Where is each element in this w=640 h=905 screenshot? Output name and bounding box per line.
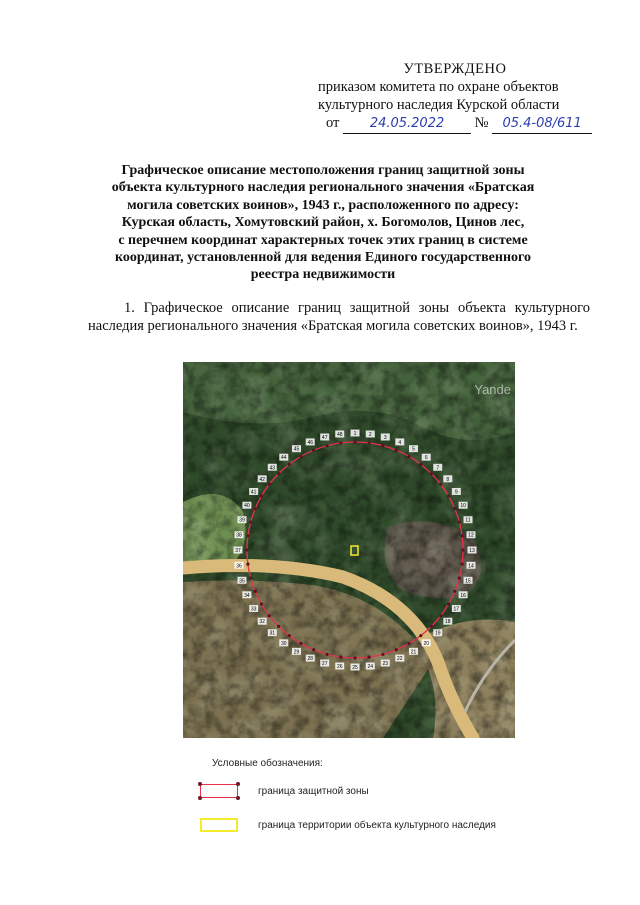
point-label: 45 [293, 446, 300, 453]
point-label: 38 [236, 532, 242, 539]
point-label: 42 [259, 476, 265, 483]
legend-title: Условные обозначения: [212, 758, 323, 769]
boundary-point [430, 625, 433, 628]
boundary-point [407, 455, 410, 458]
boundary-point [458, 576, 461, 579]
boundary-point [439, 614, 442, 617]
boundary-point [299, 642, 302, 645]
point-label: 35 [239, 578, 245, 585]
boundary-point [325, 444, 328, 447]
boundary-point [277, 472, 280, 475]
point-label: 34 [244, 592, 250, 599]
boundary-point [268, 483, 271, 486]
point-label: 32 [259, 619, 265, 626]
boundary-point [419, 634, 422, 637]
boundary-point [453, 590, 456, 593]
point-label: 8 [446, 476, 450, 483]
boundary-point [453, 507, 456, 510]
point-label: 7 [436, 465, 440, 472]
point-label: 48 [336, 432, 343, 439]
boundary-point [419, 463, 422, 466]
boundary-point [325, 653, 328, 656]
boundary-point [339, 441, 342, 444]
point-label: 5 [412, 446, 415, 453]
boundary-point [312, 648, 315, 651]
document-title [92, 162, 554, 284]
point-label: 9 [454, 489, 458, 496]
boundary-point [246, 534, 249, 537]
legend-swatch-protection-zone [200, 784, 238, 798]
point-label: 11 [465, 517, 471, 524]
point-label: 23 [382, 661, 389, 668]
paragraph-text: 1. Графическое описание границ защитной зоны объекта культурного наследия регионального значения «Братская могила советских воинов», 1943 г. [88, 300, 590, 334]
boundary-point [367, 441, 370, 444]
point-label: 37 [235, 548, 241, 554]
title-line: могила советских воинов», 1943 г., расположенного по адресу: [127, 197, 519, 213]
number-label: № [474, 115, 489, 131]
title-line: объекта культурного наследия регионального значения «Братская [111, 180, 535, 196]
point-label: 27 [321, 661, 328, 668]
legend-swatch-heritage-territory [200, 818, 238, 832]
title-line: координат, установленной для ведения Единого государственного [114, 250, 532, 266]
boundary-point [447, 494, 450, 497]
boundary-point [260, 602, 263, 605]
boundary-point [407, 642, 410, 645]
boundary-point [288, 634, 291, 637]
boundary-point [249, 576, 252, 579]
boundary-point [299, 455, 302, 458]
point-label: 20 [423, 640, 430, 647]
legend-label-protection-zone: граница защитной зоны [258, 786, 369, 797]
point-label: 17 [453, 606, 460, 613]
point-label: 1 [353, 431, 357, 437]
boundary-point [245, 548, 248, 551]
title-line: с перечнем координат характерных точек этих границ в системе [118, 232, 528, 248]
boundary-point [277, 625, 280, 628]
point-label: 13 [469, 548, 475, 554]
boundary-point [381, 653, 384, 656]
point-label: 31 [269, 630, 276, 637]
boundary-point [458, 520, 461, 523]
point-label: 40 [244, 503, 250, 510]
point-label: 41 [250, 489, 257, 496]
boundary-point [439, 483, 442, 486]
map-canvas [183, 362, 515, 738]
boundary-point [353, 656, 356, 659]
boundary-point [260, 494, 263, 497]
boundary-point [353, 440, 356, 443]
point-label: 24 [367, 663, 374, 670]
boundary-point [254, 507, 257, 510]
point-label: 16 [460, 592, 466, 599]
point-label: 4 [398, 439, 402, 446]
handwritten-date: 24.05.2022 [343, 115, 471, 134]
point-label: 30 [280, 640, 287, 647]
point-label: 25 [352, 665, 358, 671]
point-label: 33 [250, 606, 257, 613]
point-label: 43 [269, 465, 276, 472]
boundary-point [246, 562, 249, 565]
satellite-map [183, 362, 515, 738]
boundary-point [430, 472, 433, 475]
boundary-point [460, 562, 463, 565]
point-label: 19 [434, 630, 441, 637]
texture-dark [183, 362, 515, 738]
title-line: Графическое описание местоположения границ защитной зоны [121, 163, 525, 178]
boundary-point [367, 655, 370, 658]
point-label: 21 [410, 649, 417, 656]
point-label: 15 [465, 578, 471, 585]
boundary-point [339, 655, 342, 658]
boundary-point [268, 614, 271, 617]
boundary-point [381, 444, 384, 447]
point-label: 36 [236, 563, 242, 570]
point-label: 14 [468, 563, 474, 570]
point-label: 10 [460, 503, 466, 510]
approval-heading: УТВЕРЖДЕНО [403, 61, 507, 77]
legend-label-heritage-territory: граница территории объекта культурного наследия [258, 820, 496, 831]
approval-signature-row [300, 114, 600, 134]
paragraph-1 [88, 300, 590, 335]
boundary-point [254, 590, 257, 593]
point-label: 46 [307, 439, 314, 446]
point-label: 44 [280, 455, 287, 462]
boundary-point [461, 548, 464, 551]
point-label: 39 [239, 517, 245, 524]
point-label: 29 [293, 649, 300, 656]
boundary-point [312, 449, 315, 452]
point-label: 28 [307, 656, 314, 663]
boundary-point [395, 648, 398, 651]
boundary-point [395, 449, 398, 452]
title-line: Курская область, Хомутовский район, х. Богомолов, Цинов лес, [121, 215, 525, 231]
handwritten-number: 05.4-08/611 [492, 115, 592, 134]
title-line: реестра недвижимости [250, 267, 396, 283]
point-label: 2 [368, 432, 372, 439]
point-label: 18 [445, 619, 451, 626]
point-label: 47 [321, 434, 328, 441]
from-label: от [326, 115, 340, 131]
point-label: 22 [396, 656, 403, 663]
approval-line-1: приказом комитета по охране объектов [318, 79, 559, 95]
boundary-point [460, 534, 463, 537]
approval-line-2: культурного наследия Курской области [318, 97, 560, 113]
point-label: 6 [424, 455, 428, 462]
map-watermark: Yande [474, 382, 511, 397]
boundary-point [447, 602, 450, 605]
approval-block [300, 60, 600, 134]
boundary-point [288, 463, 291, 466]
point-label: 12 [468, 532, 474, 539]
boundary-point [249, 520, 252, 523]
point-label: 26 [336, 663, 343, 670]
point-label: 3 [383, 434, 387, 441]
